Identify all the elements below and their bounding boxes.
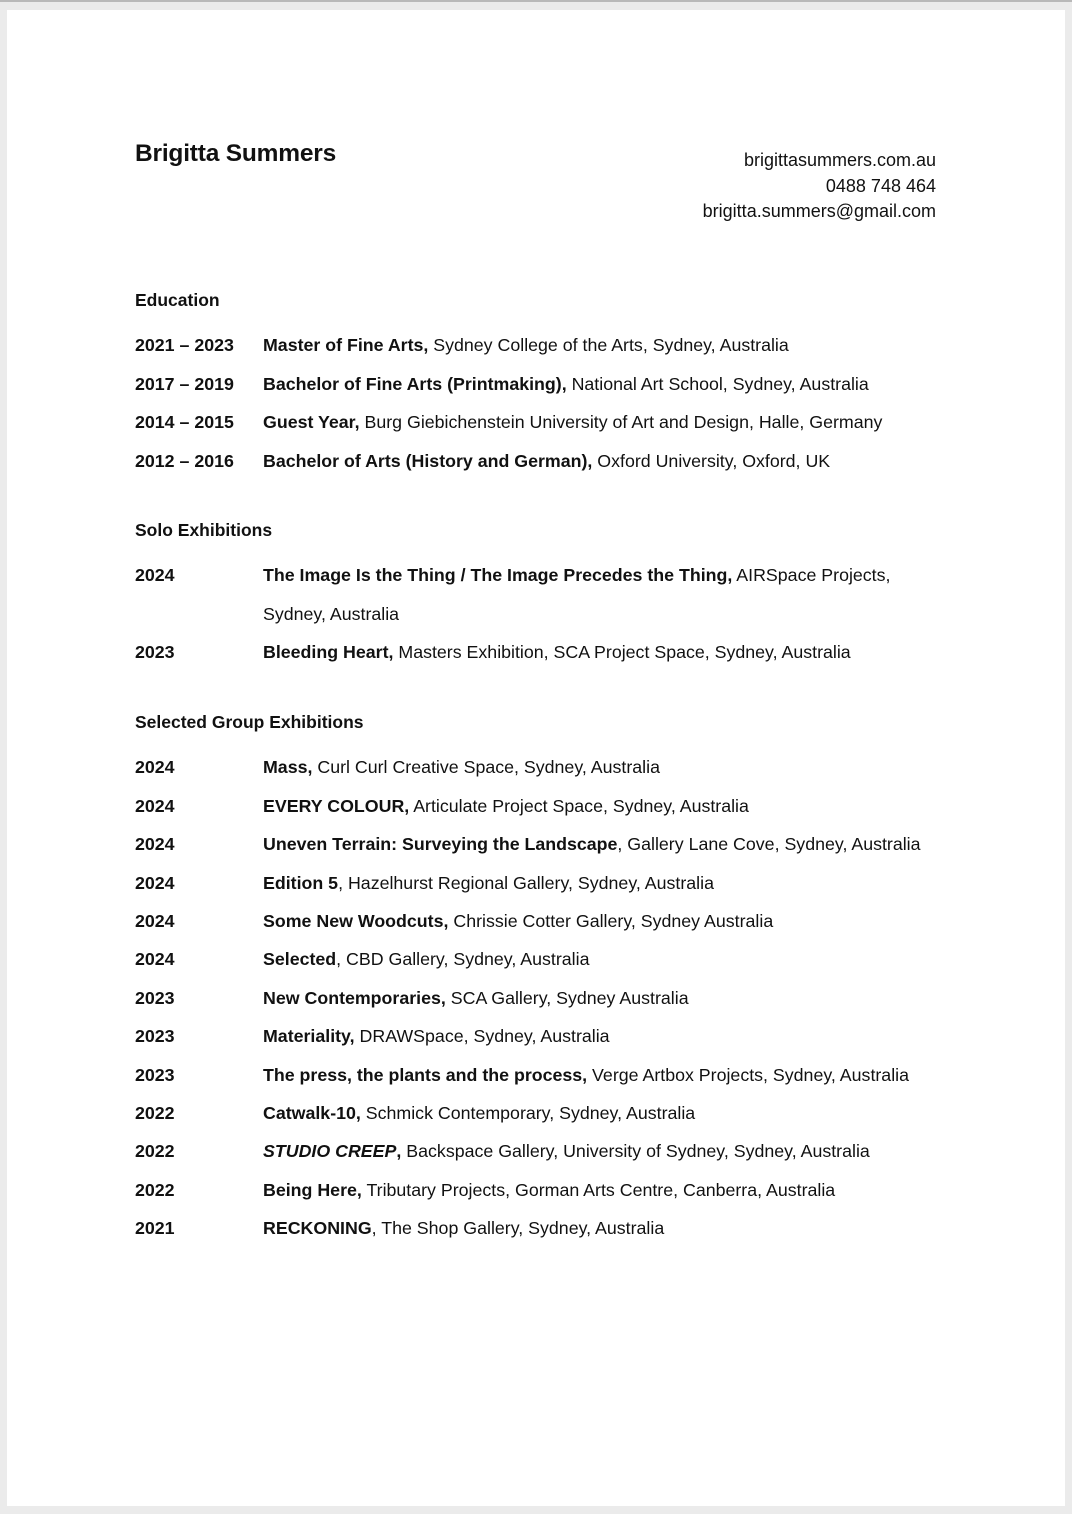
exhibition-entry (263, 1132, 923, 1170)
exhibition-row (135, 556, 935, 633)
exhibition-title: New Contemporaries, (263, 987, 446, 1008)
education-years: 2017 – 2019 (135, 373, 234, 394)
education-entry (263, 442, 923, 480)
exhibition-venue: Curl Curl Creative Space, Sydney, Australia (312, 757, 660, 778)
exhibition-row (135, 1094, 935, 1132)
exhibition-venue: Tributary Projects, Gorman Arts Centre, Canberra, Australia (361, 1179, 836, 1200)
exhibition-venue: , CBD Gallery, Sydney, Australia (336, 949, 590, 970)
cv-name: Brigitta Summers (135, 140, 337, 167)
exhibition-year: 2023 (135, 1026, 175, 1047)
exhibition-title: The press, the plants and the process, (263, 1064, 588, 1085)
website-link[interactable]: brigittasummers.com.au (743, 150, 936, 170)
exhibition-title: Mass, (263, 757, 313, 778)
section-heading-education: Education (135, 290, 220, 310)
exhibition-title: The Image Is the Thing / The Image Precedes the Thing, (263, 565, 733, 586)
exhibition-entry (263, 1209, 923, 1247)
education-row (135, 442, 935, 480)
window-top-border (0, 0, 1072, 2)
phone-number: 0488 748 464 (825, 175, 936, 196)
exhibition-year: 2022 (135, 1141, 175, 1162)
exhibition-venue: SCA Gallery, Sydney Australia (445, 987, 689, 1008)
exhibition-title: Materiality, (263, 1026, 355, 1047)
degree-title: Master of Fine Arts, (263, 335, 429, 356)
exhibition-entry (263, 556, 923, 633)
institution: Burg Giebichenstein University of Art and Design, Halle, Germany (359, 412, 883, 433)
exhibition-year: 2023 (135, 987, 175, 1008)
exhibition-venue: Verge Artbox Projects, Sydney, Australia (587, 1064, 909, 1085)
exhibition-entry (263, 748, 923, 786)
exhibition-row (135, 1056, 935, 1094)
exhibition-entry (263, 787, 923, 825)
exhibition-year: 2024 (135, 757, 175, 778)
exhibition-entry (263, 940, 923, 978)
exhibition-row (135, 864, 935, 902)
exhibition-title: Some New Woodcuts, (263, 911, 449, 932)
exhibition-venue: Schmick Contemporary, Sydney, Australia (360, 1103, 696, 1124)
exhibition-venue: , Gallery Lane Cove, Sydney, Australia (617, 834, 921, 855)
exhibition-entry (263, 1094, 923, 1132)
exhibition-venue: , The Shop Gallery, Sydney, Australia (371, 1218, 665, 1239)
exhibition-title: STUDIO CREEP (263, 1141, 397, 1162)
email-link[interactable]: brigitta.summers@gmail.com (702, 201, 936, 221)
exhibition-entry (263, 1056, 923, 1094)
exhibition-title: RECKONING (263, 1218, 372, 1239)
degree-title: Bachelor of Arts (History and German), (263, 450, 593, 471)
exhibition-venue: Articulate Project Space, Sydney, Australia (409, 795, 749, 816)
education-entry (263, 365, 923, 403)
exhibition-entry (263, 1171, 923, 1209)
exhibition-row (135, 825, 935, 863)
section-heading-solo-exhibitions: Solo Exhibitions (135, 520, 273, 540)
exhibition-year: 2021 (135, 1218, 175, 1239)
solo-exhibitions-section (135, 518, 935, 672)
exhibition-title: Edition 5 (263, 872, 339, 893)
exhibition-row (135, 1209, 935, 1247)
exhibition-venue: Chrissie Cotter Gallery, Sydney Australia (448, 911, 774, 932)
exhibition-row (135, 748, 935, 786)
exhibition-row (135, 940, 935, 978)
exhibition-row (135, 902, 935, 940)
exhibition-year: 2024 (135, 911, 175, 932)
education-row (135, 326, 935, 364)
document-page (7, 10, 1065, 1506)
exhibition-year: 2024 (135, 795, 175, 816)
degree-title: Bachelor of Fine Arts (Printmaking), (263, 373, 567, 394)
institution: Sydney College of the Arts, Sydney, Australia (428, 335, 789, 356)
exhibition-title: Selected (263, 949, 337, 970)
exhibition-year: 2023 (135, 642, 175, 663)
exhibition-venue: Masters Exhibition, SCA Project Space, Sydney, Australia (393, 642, 851, 663)
exhibition-row (135, 1132, 935, 1170)
exhibition-row (135, 787, 935, 825)
exhibition-year: 2024 (135, 872, 175, 893)
degree-title: Guest Year, (263, 412, 360, 433)
exhibition-title: EVERY COLOUR, (263, 795, 410, 816)
exhibition-year: 2023 (135, 1064, 175, 1085)
exhibition-venue: AIRSpace Projects, Sydney, Australia (263, 565, 891, 624)
education-years: 2021 – 2023 (135, 335, 234, 356)
exhibition-year: 2024 (135, 565, 175, 586)
exhibition-title: Uneven Terrain: Surveying the Landscape (263, 834, 618, 855)
exhibition-entry (263, 979, 923, 1017)
group-exhibitions-section (135, 710, 935, 1248)
title-comma: , (396, 1141, 402, 1162)
exhibition-entry (263, 633, 923, 671)
exhibition-year: 2024 (135, 949, 175, 970)
exhibition-venue: DRAWSpace, Sydney, Australia (354, 1026, 610, 1047)
exhibition-year: 2022 (135, 1103, 175, 1124)
education-entry (263, 326, 923, 364)
exhibition-row (135, 1171, 935, 1209)
exhibition-row (135, 979, 935, 1017)
education-years: 2014 – 2015 (135, 412, 234, 433)
exhibition-entry (263, 1017, 923, 1055)
education-row (135, 365, 935, 403)
exhibition-venue: Backspace Gallery, University of Sydney, Sydney, Australia (401, 1141, 870, 1162)
section-heading-group-exhibitions: Selected Group Exhibitions (135, 712, 364, 732)
education-entry (263, 403, 923, 441)
exhibition-venue: , Hazelhurst Regional Gallery, Sydney, Australia (338, 872, 714, 893)
exhibition-row (135, 633, 935, 671)
exhibition-year: 2022 (135, 1179, 175, 1200)
exhibition-year: 2024 (135, 834, 175, 855)
institution: National Art School, Sydney, Australia (566, 373, 869, 394)
education-years: 2012 – 2016 (135, 450, 234, 471)
exhibition-entry (263, 825, 923, 863)
exhibition-row (135, 1017, 935, 1055)
education-row (135, 403, 935, 441)
education-section (135, 288, 935, 480)
exhibition-title: Being Here, (263, 1179, 362, 1200)
exhibition-title: Bleeding Heart, (263, 642, 394, 663)
exhibition-title: Catwalk-10, (263, 1103, 361, 1124)
exhibition-entry (263, 864, 923, 902)
institution: Oxford University, Oxford, UK (592, 450, 831, 471)
contact-block (703, 148, 936, 225)
exhibition-entry (263, 902, 923, 940)
